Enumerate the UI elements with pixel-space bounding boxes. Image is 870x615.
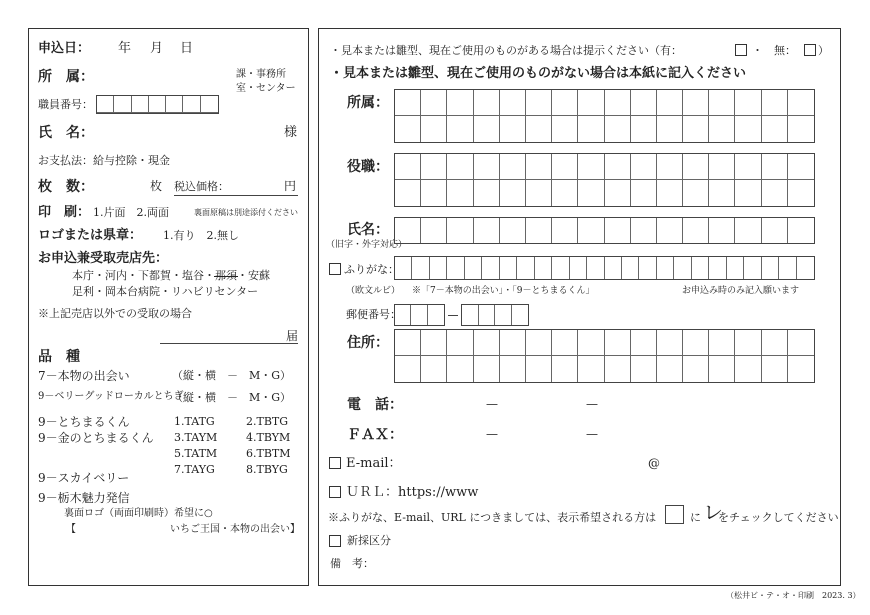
grid-cell[interactable] [474,180,500,206]
check-mark-icon: レ [703,500,723,524]
grid-cell[interactable] [395,90,421,116]
postal-label: 郵便番号： [346,308,401,321]
grid-cell[interactable] [578,154,604,180]
grid-cell[interactable] [526,116,552,142]
grid-cell[interactable] [474,330,500,356]
date-day: 日 [180,41,194,56]
grid-cell[interactable] [605,154,631,180]
phone-dash-1: — [486,397,498,411]
grid-cell[interactable] [762,218,788,243]
grid-cell[interactable] [657,90,683,116]
name-grid[interactable] [394,217,815,244]
grid-cell[interactable] [421,218,447,243]
logo-options: 1.有り 2.無し [163,229,239,242]
grid-cell[interactable] [526,154,552,180]
grid-cell[interactable] [552,154,578,180]
grid-cell[interactable] [683,116,709,142]
grid-cell[interactable] [587,257,604,279]
product-item: 9－栃木魅力発信 [38,491,130,505]
grid-cell[interactable] [552,356,578,382]
grid-cell[interactable] [762,90,788,116]
grid-cell[interactable] [709,218,735,243]
product-item: 9－とちまるくん [38,415,130,429]
price-unit: 円 [284,179,297,193]
fax-dash-2: — [586,427,598,441]
grid-cell[interactable] [395,305,411,325]
grid-cell[interactable] [683,356,709,382]
phone-label: 電 話： [347,397,403,413]
grid-cell[interactable] [526,218,552,243]
no-sample-checkbox[interactable] [804,44,816,56]
name-suffix: 様 [284,125,298,140]
grid-cell[interactable] [500,90,526,116]
grid-cell[interactable] [482,257,499,279]
grid-cell[interactable] [797,257,814,279]
payment-label: お支払法： [38,154,93,167]
grid-cell[interactable] [683,154,709,180]
grid-cell[interactable] [709,356,735,382]
date-year: 年 [118,41,132,56]
grid-cell[interactable] [779,257,796,279]
grid-cell[interactable] [474,356,500,382]
grid-cell[interactable] [788,218,814,243]
affiliation-suffix-2: 室・センター [236,83,296,94]
grid-cell[interactable] [657,356,683,382]
shops-label: お申込兼受取売店先： [38,251,169,266]
check-note: ※ふりがな、E-mail、URL につきましては、表示希望される方は [328,511,657,524]
grid-cell[interactable] [447,154,473,180]
grid-cell[interactable] [395,154,421,180]
new-hire-checkbox[interactable] [329,535,341,547]
grid-cell[interactable] [552,116,578,142]
grid-cell[interactable] [657,330,683,356]
grid-cell[interactable] [605,356,631,382]
furigana-grid[interactable] [394,256,815,280]
name-label: 氏 名： [38,125,94,141]
grid-cell[interactable] [474,90,500,116]
check-note-box-icon [665,505,684,524]
roman-note-2: お申込み時のみ記入願います [682,286,800,296]
email-at: @ [648,456,660,470]
grid-cell[interactable] [622,257,639,279]
grid-cell[interactable] [395,218,421,243]
grid-cell[interactable] [709,257,726,279]
grid-cell[interactable] [447,116,473,142]
fax-dash-1: — [486,427,498,441]
grid-cell[interactable] [512,305,529,325]
grid-cell[interactable] [605,90,631,116]
grid-cell[interactable] [526,90,552,116]
grid-cell[interactable] [578,356,604,382]
date-month: 月 [150,41,164,56]
grid-cell[interactable] [744,257,761,279]
product-code: 6.TBTM [246,447,291,460]
postal-grid-2[interactable] [461,304,529,326]
other-pickup-suffix: 届 [286,329,299,343]
grid-cell[interactable] [683,180,709,206]
grid-cell[interactable] [570,257,587,279]
grid-cell[interactable] [692,257,709,279]
product-codes: （縦・横 － M・G） [172,391,292,404]
grid-cell[interactable] [657,154,683,180]
postal-grid-1[interactable] [394,304,445,326]
grid-cell[interactable] [395,356,421,382]
grid-cell[interactable] [735,90,761,116]
note-sample-present: ・見本または雛型、現在ご使用のものがある場合は提示ください（有： [330,44,682,57]
print-options: 1.片面 2.両面 [93,206,169,219]
grid-cell[interactable] [500,116,526,142]
grid-cell[interactable] [479,305,496,325]
grid-cell[interactable] [447,218,473,243]
grid-cell[interactable] [447,90,473,116]
email-checkbox[interactable] [329,457,341,469]
email-label: E-mail： [346,456,402,471]
grid-cell[interactable] [465,257,482,279]
product-code: 2.TBTG [246,415,289,428]
grid-cell[interactable] [788,90,814,116]
grid-cell[interactable] [683,218,709,243]
product-item: 9－金のとちまるくん [38,431,154,445]
other-pickup-label: ※上記売店以外での受取の場合 [38,307,192,320]
check-note-tail: をチェックしてください [718,511,839,524]
product-code: 4.TBYM [246,431,291,444]
logo-label: ロゴまたは県章： [38,228,143,243]
grid-cell[interactable] [735,180,761,206]
affiliation-label: 所 属： [38,69,94,85]
fax-label: ＦＡＸ： [347,427,403,443]
grid-cell[interactable] [526,356,552,382]
other-pickup-underline [160,343,298,344]
grid-cell[interactable] [411,305,427,325]
furigana-checkbox[interactable] [329,263,341,275]
grid-cell[interactable] [657,257,674,279]
grid-cell[interactable] [517,257,534,279]
grid-cell[interactable] [735,330,761,356]
grid-cell[interactable] [683,90,709,116]
address-label: 住所： [347,335,389,351]
count-unit: 枚 [150,179,163,193]
grid-cell[interactable] [788,356,814,382]
grid-cell[interactable] [421,90,447,116]
grid-cell[interactable] [526,180,552,206]
grid-cell[interactable] [788,116,814,142]
note-fill-in: ・見本または雛型、現在ご使用のものがない場合は本紙に記入ください [330,66,747,81]
grid-cell[interactable] [578,116,604,142]
grid-cell[interactable] [395,116,421,142]
title-grid[interactable] [394,153,815,207]
grid-cell[interactable] [605,180,631,206]
print-note: 裏面原稿は別途添付ください [194,208,298,217]
grid-cell[interactable] [762,116,788,142]
affiliation-suffix-1: 課・事務所 [236,69,286,80]
grid-cell[interactable] [631,154,657,180]
products-heading: 品 種 [38,349,80,365]
address-grid[interactable] [394,329,815,383]
note-close-paren: ） [818,44,829,57]
roman-note: ※「7－本物の出会い」・「9－とちまるくん」 [412,286,595,296]
grid-cell[interactable] [735,116,761,142]
grid-cell[interactable] [631,218,657,243]
date-label: 申込日： [38,41,91,56]
grid-cell[interactable] [462,305,479,325]
grid-cell[interactable] [657,180,683,206]
grid-cell[interactable] [395,257,412,279]
grid-cell[interactable] [500,154,526,180]
grid-cell[interactable] [552,218,578,243]
grid-cell[interactable] [552,180,578,206]
grid-cell[interactable] [500,356,526,382]
product-item: 7－本物の出会い [38,369,130,383]
grid-cell[interactable] [421,180,447,206]
grid-cell[interactable] [428,305,444,325]
has-sample-checkbox[interactable] [735,44,747,56]
product-code: 1.TATG [174,415,215,428]
grid-cell[interactable] [735,356,761,382]
back-logo-bracket: 【 [66,524,76,535]
url-checkbox[interactable] [329,486,341,498]
grid-cell[interactable] [605,218,631,243]
grid-cell[interactable] [762,356,788,382]
grid-cell[interactable] [535,257,552,279]
grid-cell[interactable] [605,116,631,142]
grid-cell[interactable] [495,305,512,325]
affiliation-grid[interactable] [394,89,815,143]
grid-cell[interactable] [631,116,657,142]
grid-cell[interactable] [631,330,657,356]
grid-cell[interactable] [421,330,447,356]
grid-cell[interactable] [709,180,735,206]
remarks-label: 備 考： [330,557,374,570]
shops-line-2: 足利・岡本台病院・リハビリセンター [72,285,259,298]
grid-cell[interactable] [500,330,526,356]
grid-cell[interactable] [605,257,622,279]
grid-cell[interactable] [474,116,500,142]
grid-cell[interactable] [395,330,421,356]
grid-cell[interactable] [788,154,814,180]
staff-no-boxes[interactable] [96,95,219,114]
grid-cell[interactable] [735,154,761,180]
grid-cell[interactable] [631,180,657,206]
grid-cell[interactable] [447,330,473,356]
grid-cell[interactable] [657,218,683,243]
product-item: 9－ベリーグッドローカルとちぎ [38,391,184,402]
grid-cell[interactable] [430,257,447,279]
price-underline [174,195,298,196]
grid-cell[interactable] [709,330,735,356]
grid-cell[interactable] [474,218,500,243]
grid-cell[interactable] [421,116,447,142]
grid-cell[interactable] [762,257,779,279]
grid-cell[interactable] [709,116,735,142]
new-hire-label: 新採区分 [347,534,391,547]
footer-printer: （松井ビ・テ・オ・印刷 2023. 3） [726,591,861,600]
grid-cell[interactable] [447,356,473,382]
grid-cell[interactable] [674,257,691,279]
grid-cell[interactable] [578,180,604,206]
title-field-label: 役職： [347,159,389,175]
product-code: 8.TBYG [246,463,288,476]
grid-cell[interactable] [657,116,683,142]
staff-no-label: 職員番号： [38,98,93,111]
grid-cell[interactable] [683,330,709,356]
grid-cell[interactable] [709,90,735,116]
back-logo-options: いちご王国・本物の出会い】 [170,524,300,535]
grid-cell[interactable] [639,257,656,279]
grid-cell[interactable] [447,180,473,206]
shop-struck: 那須 [215,269,237,282]
grid-cell[interactable] [762,154,788,180]
back-logo-label: 裏面ロゴ（両面印刷時）希望に○ [64,508,213,519]
grid-cell[interactable] [500,180,526,206]
grid-cell[interactable] [395,180,421,206]
grid-cell[interactable] [552,257,569,279]
grid-cell[interactable] [526,330,552,356]
grid-cell[interactable] [735,218,761,243]
grid-cell[interactable] [762,330,788,356]
grid-cell[interactable] [500,218,526,243]
url-label: ＵＲＬ：https://www [346,485,479,500]
product-code: 5.TATM [174,447,218,460]
furigana-label: ふりがな： [344,263,399,276]
roman-label: （欧文ルビ） [346,286,401,296]
check-note-ni: に [690,511,701,524]
grid-cell[interactable] [552,330,578,356]
grid-cell[interactable] [631,356,657,382]
grid-cell[interactable] [578,330,604,356]
name-field-label: 氏名： [347,222,389,238]
grid-cell[interactable] [631,90,657,116]
affiliation-field-label: 所属： [347,95,389,111]
grid-cell[interactable] [474,154,500,180]
grid-cell[interactable] [421,154,447,180]
postal-hyphen [448,315,458,316]
note-sample-none: ・ 無： [752,44,796,57]
grid-cell[interactable] [412,257,429,279]
count-label: 枚 数： [38,179,94,195]
product-item: 9－スカイベリー [38,471,130,485]
grid-cell[interactable] [552,90,578,116]
print-label: 印 刷： [38,205,91,220]
grid-cell[interactable] [578,218,604,243]
grid-cell[interactable] [578,90,604,116]
grid-cell[interactable] [605,330,631,356]
grid-cell[interactable] [788,330,814,356]
shops-line-1: 本庁・河内・下都賀・塩谷・那須・安蘇 [72,269,270,282]
grid-cell[interactable] [421,356,447,382]
grid-cell[interactable] [762,180,788,206]
grid-cell[interactable] [788,180,814,206]
price-label: 税込価格： [174,180,229,193]
phone-dash-2: — [586,397,598,411]
name-field-note: （旧字・外字対応） [326,240,408,250]
grid-cell[interactable] [447,257,464,279]
grid-cell[interactable] [500,257,517,279]
grid-cell[interactable] [727,257,744,279]
product-code: 3.TAYM [174,431,218,444]
product-code: 7.TAYG [174,463,215,476]
payment-options: 給与控除・現金 [93,154,170,167]
grid-cell[interactable] [709,154,735,180]
product-codes: （縦・横 － M・G） [172,369,292,382]
